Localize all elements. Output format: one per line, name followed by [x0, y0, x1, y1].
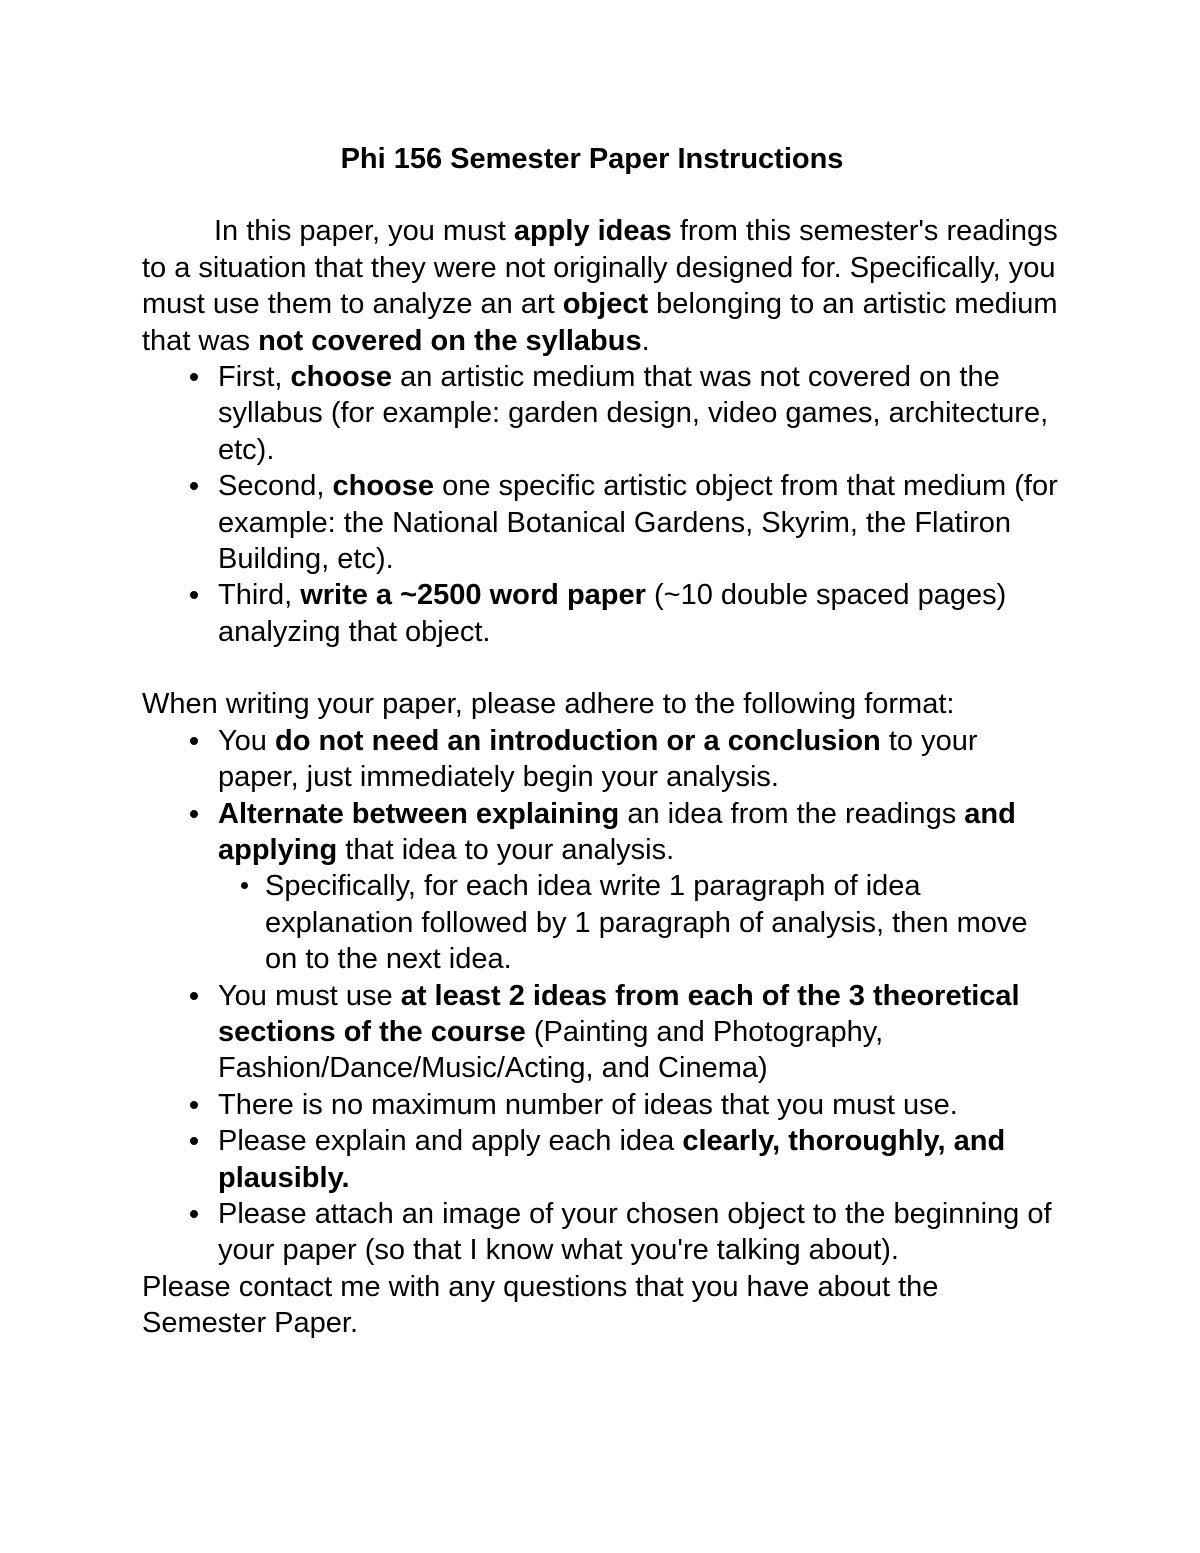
format-intro: When writing your paper, please adhere to the following format: — [142, 688, 955, 721]
list-item-two-ideas: You must use at least 2 ideas from each of the 3 theoretical sections of the course (Painting and Photography, Fashion/Dance/Music/Acting, and Cinema) — [142, 978, 1062, 1087]
intro-bold-object: object — [562, 288, 649, 321]
blank-line — [142, 650, 1062, 686]
list-item-step-third: Third, write a ~2500 word paper (~10 double spaced pages) analyzing that object. — [142, 577, 1062, 650]
format-list — [142, 723, 1062, 1269]
list-item-step-first: First, choose an artistic medium that was not covered on the syllabus (for example: garden design, video games, architecture, etc). — [142, 359, 1062, 468]
intro-paragraph — [142, 213, 1062, 359]
list-item-specifically: Specifically, for each idea write 1 paragraph of idea explanation followed by 1 paragraph of analysis, then move on to the next idea. — [218, 868, 1062, 977]
intro-text-4: . — [641, 324, 650, 357]
document-title: Phi 156 Semester Paper Instructions — [340, 143, 844, 175]
intro-text-2: from this semester's readings to a situation that they were not originally designed for. Specifically, you must use them to analyze an art — [142, 215, 1058, 321]
steps-list — [142, 359, 1062, 650]
list-item-no-intro: You do not need an introduction or a conclusion to your paper, just immediately begin your analysis. — [142, 723, 1062, 796]
alternate-sublist — [218, 868, 1062, 977]
intro-text-1: In this paper, you must — [214, 215, 514, 248]
document-page — [142, 141, 1062, 1342]
list-item-explain-clearly: Please explain and apply each idea clearly, thoroughly, and plausibly. — [142, 1123, 1062, 1196]
closing-paragraph: Please contact me with any questions that you have about the Semester Paper. — [142, 1270, 939, 1340]
intro-text-3: belonging to an artistic medium that was — [142, 288, 1058, 357]
list-item-attach-image: Please attach an image of your chosen object to the beginning of your paper (so that I know what you're talking about). — [142, 1196, 1062, 1269]
intro-bold-not-covered: not covered on the syllabus — [258, 324, 642, 357]
list-item-no-maximum: There is no maximum number of ideas that you must use. — [142, 1087, 1062, 1123]
list-item-alternate: Alternate between explaining an idea from the readings and applying that idea to your analysis. Specifically, for each idea write 1 paragraph of idea explanation followed by 1 paragraph of analysis, then move on to the next idea. — [142, 796, 1062, 978]
intro-bold-apply-ideas: apply ideas — [513, 215, 672, 248]
list-item-step-second: Second, choose one specific artistic object from that medium (for example: the National Botanical Gardens, Skyrim, the Flatiron Building, etc). — [142, 468, 1062, 577]
